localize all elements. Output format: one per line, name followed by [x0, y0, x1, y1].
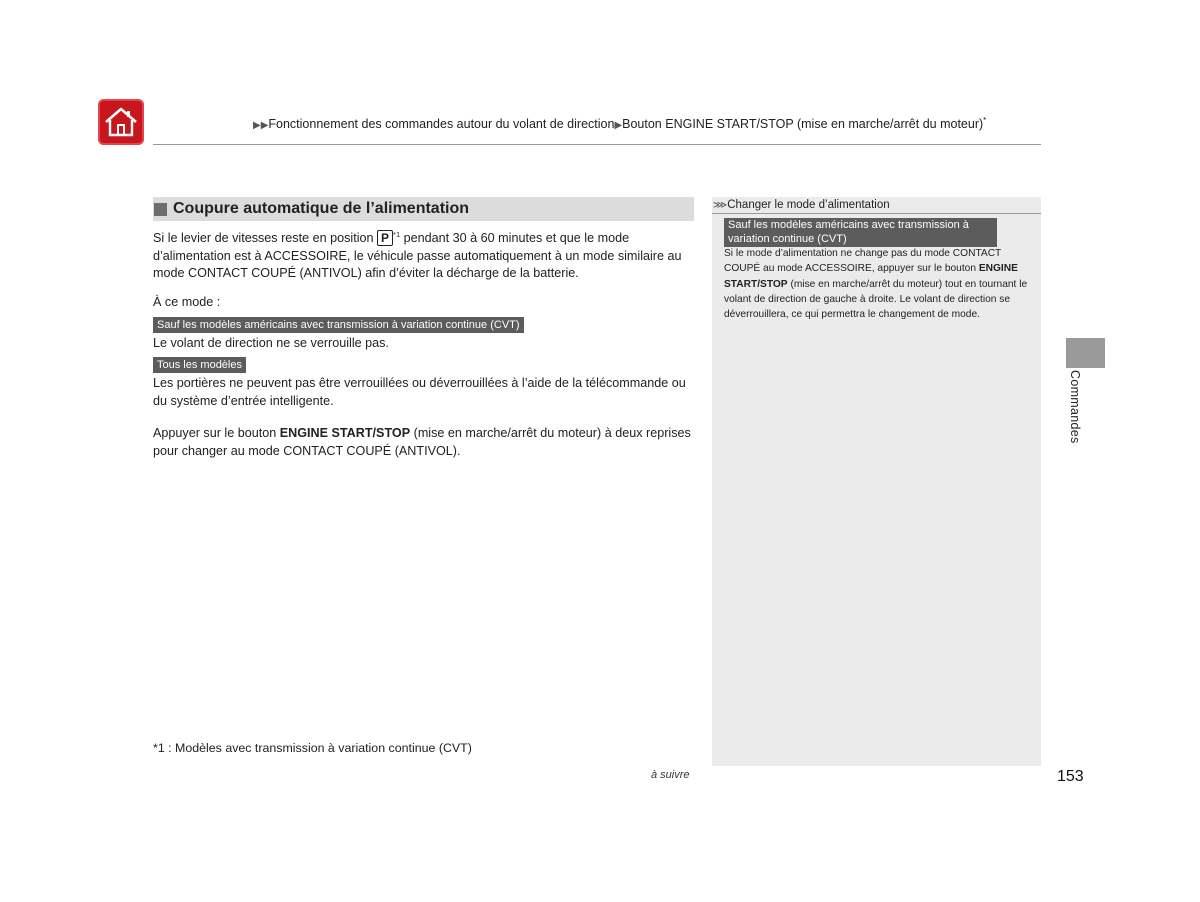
footnote-ref[interactable]: *1 — [393, 230, 401, 239]
sidebar-button-name: ENGINE START/STOP — [724, 263, 1018, 290]
p1-text-before: Si le levier de vitesses reste en position — [153, 231, 374, 246]
heading-square-icon — [154, 203, 167, 216]
paragraph-auto-off — [153, 226, 698, 283]
p5-text-before: Appuyer sur le bouton — [153, 426, 277, 440]
p1-text-after: pendant 30 à 60 minutes et que le mode d’alimentation est à ACCESSOIRE, le véhicule passe automatiquement à un mode similaire au mode CONTACT COUPÉ (ANTIVOL) afin d’éviter la décharge de la batterie. — [153, 231, 682, 281]
breadcrumb-item-engine-button[interactable]: Bouton ENGINE START/STOP (mise en marche/arrêt du moteur) — [622, 117, 984, 132]
paragraph-press-button — [153, 425, 698, 460]
chapter-tab[interactable] — [1066, 338, 1105, 368]
paragraph-doors: Les portières ne peuvent pas être verrouillées ou déverrouillées à l’aide de la télécommande ou du système d’entrée intelligente. — [153, 376, 686, 408]
sidebar-text-before: Si le mode d’alimentation ne change pas du mode CONTACT COUPÉ au mode ACCESSOIRE, appuyer sur le bouton — [724, 248, 1002, 275]
home-icon[interactable] — [98, 99, 144, 145]
park-key-icon: P — [377, 230, 393, 246]
sidebar-label-except-us-cvt: Sauf les modèles américains avec transmission à variation continue (CVT) — [724, 218, 997, 247]
section-title: Coupure automatique de l’alimentation — [173, 200, 470, 217]
breadcrumb-item-steering-controls[interactable]: Fonctionnement des commandes autour du volant de direction — [268, 117, 615, 132]
paragraph-steering: Le volant de direction ne se verrouille pas. — [153, 336, 389, 350]
breadcrumb-mark: * — [983, 116, 987, 125]
p5-text-after: (mise en marche/arrêt du moteur) à deux reprises pour changer au mode CONTACT COUPÉ (ANTIVOL). — [153, 426, 691, 458]
breadcrumb — [253, 116, 1053, 131]
section-heading — [153, 197, 694, 221]
p5-button-name: ENGINE START/STOP — [279, 426, 411, 440]
header-divider — [153, 144, 1041, 145]
continue-label: à suivre — [651, 769, 690, 781]
page-number: 153 — [1057, 768, 1084, 785]
sidebar-title-text: Changer le mode d’alimentation — [727, 199, 890, 211]
breadcrumb-arrow-icon: ▶ — [614, 120, 623, 132]
label-all-models: Tous les modèles — [153, 357, 246, 373]
breadcrumb-arrow-icon: ▶▶ — [253, 120, 269, 132]
sidebar-title — [712, 197, 1041, 214]
sidebar-note — [724, 246, 1034, 322]
note-ref-icon: ⋙ — [713, 200, 728, 211]
paragraph-mode: À ce mode : — [153, 295, 221, 309]
sidebar-text-after: (mise en marche/arrêt du moteur) tout en tournant le volant de direction de gauche à droite. Le volant de direction se déverrouillera, ce qui permettra le changement de mode. — [724, 278, 1028, 321]
house-glyph — [104, 106, 138, 138]
footnote: *1 : Modèles avec transmission à variation continue (CVT) — [153, 741, 472, 755]
chapter-label: Commandes — [1068, 370, 1082, 444]
label-except-us-cvt: Sauf les modèles américains avec transmission à variation continue (CVT) — [153, 317, 524, 333]
